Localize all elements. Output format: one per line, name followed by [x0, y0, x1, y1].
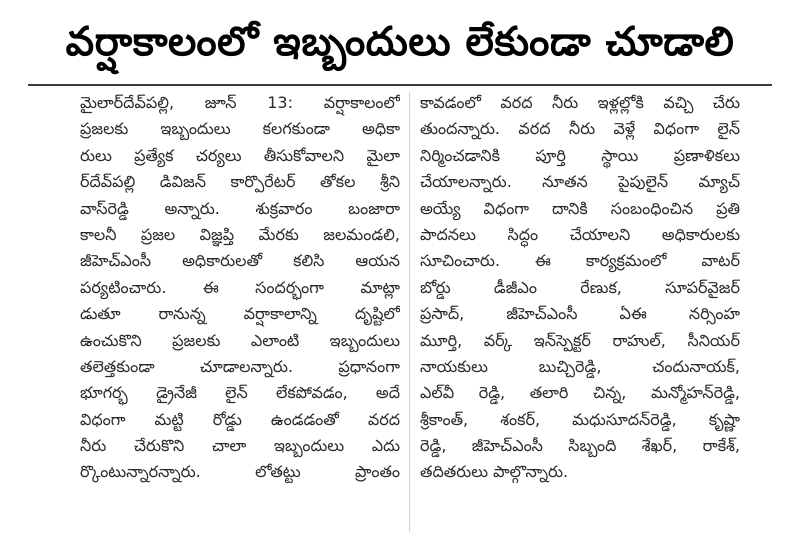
left-line-2: ప్రజలకు ఇబ్బందులు కలగకుండా అధికా: [80, 119, 400, 139]
right-line-8: బోర్డు డీజీఎం రేణుక, సూపర్‌వైజర్‌: [420, 277, 740, 297]
right-line-15: తదితరులు పాల్గొన్నారు.: [420, 462, 569, 482]
right-line-10: మూర్తి, వర్క్‌ ఇన్‌స్పెక్టర్‌ రాహుల్‌, సీనియర్‌: [420, 330, 740, 350]
left-line-3: రులు ప్రత్యేక చర్యలు తీసుకోవాలని మైలా: [80, 145, 400, 165]
left-line-1: మైలార్‌దేవ్‌పల్లి, జూన్‌ 13: వర్షాకాలంలో: [80, 93, 400, 112]
left-line-13: విధంగా మట్టి రోడ్డు ఉండడంతో వరద: [80, 409, 400, 429]
left-line-12: భూగర్భ డ్రైనేజీ లైన్‌ లేకపోవడం, అదే: [80, 383, 400, 403]
right-line-2: తుందన్నారు. వరద నీరు వెళ్లే విధంగా లైన్‌: [420, 119, 740, 139]
left-line-10: ఉంచుకొని ప్రజలకు ఎలాంటి ఇబ్బందులు: [80, 330, 400, 350]
right-line-13: శ్రీకాంత్‌, శంకర్‌, మధుసూదన్‌రెడ్డి, కృష్ణా: [420, 409, 740, 429]
right-line-4: చేయాలన్నారు. నూతన పైపులైన్‌ మ్యాచ్‌: [420, 172, 740, 192]
right-line-3: నిర్మించడానికి పూర్తి స్థాయి ప్రణాళికలు: [420, 145, 740, 165]
headline: వర్షాకాలంలో ఇబ్బందులు లేకుండా చూడాలి: [65, 19, 735, 65]
left-line-14: నీరు చేరుకొని చాలా ఇబ్బందులు ఎదు: [80, 436, 400, 456]
right-line-7: సూచించారు. ఈ కార్యక్రమంలో వాటర్‌: [420, 251, 740, 271]
left-line-6: కాలనీ ప్రజల విజ్ఞప్తి మేరకు జలమండలి,: [80, 224, 400, 244]
left-line-11: తలెత్తకుండా చూడాలన్నారు. ప్రధానంగా: [80, 356, 400, 376]
right-line-6: పాదనలు సిద్ధం చేయాలని అధికారులకు: [420, 224, 740, 244]
left-line-7: జీహెచ్‌ఎంసీ అధికారులతో కలిసి ఆయన: [80, 251, 400, 271]
left-line-9: డుతూ రానున్న వర్షాకాలాన్ని దృష్టిలో: [80, 304, 400, 324]
right-column: [420, 90, 740, 486]
right-line-14: రెడ్డి, జీహెచ్‌ఎంసీ సిబ్బంది శేఖర్‌, రాకేశ్‌,: [420, 436, 740, 456]
left-line-5: వాస్‌రెడ్డి అన్నారు. శుక్రవారం బంజారా: [80, 198, 400, 218]
left-line-8: పర్యటించారు. ఈ సందర్భంగా మాట్లా: [80, 277, 400, 297]
left-column: [80, 90, 400, 486]
headline-rule: [28, 84, 772, 86]
left-line-4: ర్‌దేవ్‌పల్లి డివిజన్‌ కార్పొరేటర్‌ తోకల శ్రీని: [80, 172, 400, 192]
right-line-1: కావడంలో వరద నీరు ఇళ్లల్లోకి వచ్చి చేరు: [420, 93, 740, 112]
right-line-5: అయ్యే విధంగా దానికి సంబంధించిన ప్రతి: [420, 198, 740, 218]
column-divider: [409, 92, 410, 532]
right-line-12: ఎల్‌వీ రెడ్డి, తలారి చిన్న, మన్మోహన్‌రెడ్డి,: [420, 383, 740, 403]
right-line-11: నాయకులు బుచ్చిరెడ్డి, చందునాయక్‌,: [420, 356, 740, 376]
left-line-15: ర్కొంటున్నారన్నారు. లోతట్టు ప్రాంతం: [80, 462, 400, 482]
right-line-9: ప్రసాద్‌, జీహెచ్‌ఎంసీ ఏఈ నర్సింహ: [420, 304, 740, 324]
